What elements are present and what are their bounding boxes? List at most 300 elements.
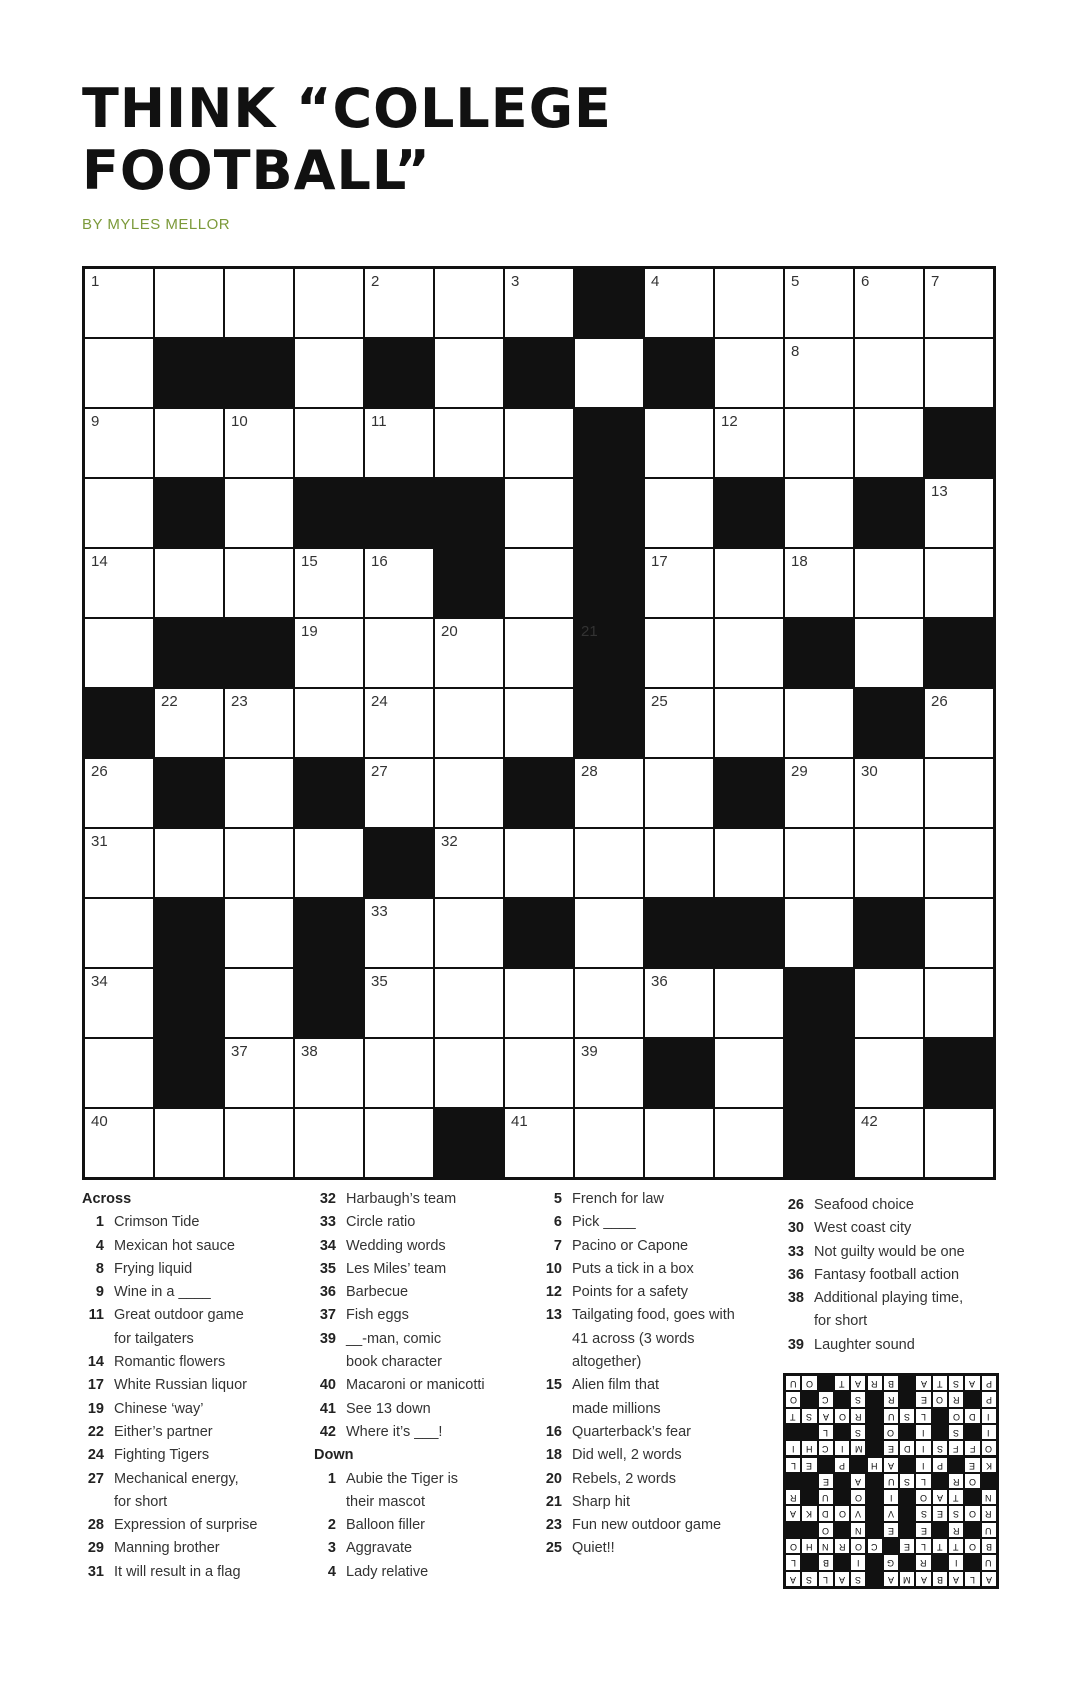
grid-cell[interactable] — [224, 968, 294, 1038]
grid-cell[interactable] — [224, 828, 294, 898]
solution-letter: R — [948, 1522, 964, 1538]
solution-letter: S — [899, 1473, 915, 1489]
solution-block — [964, 1522, 980, 1538]
solution-letter: E — [818, 1473, 834, 1489]
clue-item-number: 1 — [95, 1214, 104, 1231]
solution-letter: T — [834, 1375, 850, 1391]
clue-item — [82, 1281, 312, 1304]
solution-letter: O — [932, 1391, 948, 1407]
clue-number: 42 — [861, 1113, 878, 1130]
grid-cell[interactable] — [154, 1108, 224, 1178]
clue-item — [540, 1374, 780, 1397]
clue-item — [782, 1264, 1002, 1287]
grid-cell[interactable] — [224, 688, 294, 758]
grid-cell[interactable] — [294, 548, 364, 618]
grid-cell[interactable] — [854, 968, 924, 1038]
clue-number: 36 — [651, 973, 668, 990]
solution-letter: I — [915, 1457, 931, 1473]
grid-cell[interactable] — [294, 1038, 364, 1108]
clue-item-text: for short — [814, 1313, 868, 1330]
solution-letter: O — [785, 1391, 801, 1407]
clue-item-number: 18 — [545, 1447, 562, 1464]
clue-item-number: 25 — [545, 1540, 562, 1557]
block-cell — [154, 968, 224, 1038]
clue-item-number: 23 — [545, 1517, 562, 1534]
solution-letter: U — [883, 1408, 899, 1424]
solution-block — [899, 1457, 915, 1473]
clue-number: 26 — [91, 763, 108, 780]
solution-letter: S — [899, 1408, 915, 1424]
clue-item-number: 3 — [327, 1540, 336, 1557]
clue-item — [540, 1491, 780, 1514]
grid-cell[interactable] — [84, 548, 154, 618]
clue-item-number: 4 — [327, 1563, 336, 1580]
grid-cell[interactable] — [924, 828, 994, 898]
clue-item-text: Rebels, 2 words — [572, 1470, 676, 1487]
grid-cell[interactable] — [154, 408, 224, 478]
solution-block — [932, 1473, 948, 1489]
block-cell — [434, 548, 504, 618]
solution-letter: O — [801, 1375, 817, 1391]
grid-cell[interactable] — [784, 408, 854, 478]
block-cell — [644, 898, 714, 968]
solution-letter: A — [850, 1375, 866, 1391]
clue-item-text: White Russian liquor — [114, 1377, 247, 1394]
grid-cell[interactable] — [924, 968, 994, 1038]
solution-letter: O — [818, 1522, 834, 1538]
grid-cell[interactable] — [84, 758, 154, 828]
grid-cell[interactable] — [924, 268, 994, 338]
grid-cell[interactable] — [714, 1038, 784, 1108]
grid-cell[interactable] — [364, 758, 434, 828]
solution-block — [867, 1424, 883, 1440]
grid-cell[interactable] — [294, 618, 364, 688]
solution-block — [932, 1408, 948, 1424]
grid-cell[interactable] — [434, 828, 504, 898]
clue-column-4 — [782, 1194, 1002, 1357]
grid-cell[interactable] — [434, 408, 504, 478]
grid-cell[interactable] — [84, 338, 154, 408]
solution-letter: R — [948, 1473, 964, 1489]
clue-item-text: altogether) — [572, 1354, 642, 1371]
clue-item-text: Pick ____ — [572, 1214, 636, 1231]
solution-letter: L — [915, 1408, 931, 1424]
grid-cell[interactable] — [644, 968, 714, 1038]
solution-block — [899, 1554, 915, 1570]
clue-item — [314, 1374, 544, 1397]
grid-cell[interactable] — [224, 548, 294, 618]
grid-cell[interactable] — [364, 1108, 434, 1178]
block-cell — [154, 1038, 224, 1108]
clue-item-text: for tailgaters — [114, 1330, 194, 1347]
clue-number: 33 — [371, 903, 388, 920]
clue-number: 30 — [861, 763, 878, 780]
grid-cell[interactable] — [294, 338, 364, 408]
clue-number: 37 — [231, 1043, 248, 1060]
solution-letter: F — [948, 1440, 964, 1456]
grid-cell[interactable] — [784, 828, 854, 898]
grid-cell[interactable] — [364, 618, 434, 688]
grid-cell[interactable] — [854, 828, 924, 898]
grid-cell[interactable] — [504, 1108, 574, 1178]
clue-item-number: 22 — [87, 1423, 104, 1440]
solution-letter: P — [932, 1457, 948, 1473]
grid-cell[interactable] — [364, 898, 434, 968]
block-cell — [854, 478, 924, 548]
grid-cell[interactable] — [224, 1038, 294, 1108]
clue-item-text: Fantasy football action — [814, 1266, 960, 1283]
grid-cell[interactable] — [224, 268, 294, 338]
solution-letter: D — [899, 1440, 915, 1456]
grid-cell[interactable] — [434, 968, 504, 1038]
grid-cell[interactable] — [84, 1038, 154, 1108]
solution-letter: B — [981, 1538, 997, 1554]
solution-block — [964, 1391, 980, 1407]
grid-cell[interactable] — [84, 1108, 154, 1178]
grid-cell[interactable] — [154, 688, 224, 758]
clue-item-text: Circle ratio — [346, 1214, 416, 1231]
clue-item-number: 39 — [787, 1336, 804, 1353]
grid-cell[interactable] — [714, 688, 784, 758]
grid-cell[interactable] — [434, 758, 504, 828]
solution-letter: N — [850, 1522, 866, 1538]
grid-cell[interactable] — [364, 688, 434, 758]
solution-letter: N — [818, 1538, 834, 1554]
solution-letter: S — [801, 1408, 817, 1424]
solution-block — [899, 1375, 915, 1391]
clue-item-text: Mexican hot sauce — [114, 1237, 235, 1254]
grid-cell[interactable] — [574, 1108, 644, 1178]
solution-letter: O — [883, 1424, 899, 1440]
grid-cell[interactable] — [294, 828, 364, 898]
solution-letter: E — [915, 1391, 931, 1407]
grid-cell[interactable] — [854, 408, 924, 478]
grid-cell[interactable] — [364, 1038, 434, 1108]
solution-block — [801, 1424, 817, 1440]
clue-item-text: Les Miles’ team — [346, 1260, 447, 1277]
clue-item — [82, 1444, 312, 1467]
clue-item-text: Puts a tick in a box — [572, 1260, 694, 1277]
clue-item-text: Quiet!! — [572, 1540, 615, 1557]
grid-cell[interactable] — [504, 408, 574, 478]
grid-cell[interactable] — [644, 548, 714, 618]
grid-cell[interactable] — [574, 898, 644, 968]
clue-item-text: made millions — [572, 1400, 661, 1417]
solution-letter: S — [948, 1505, 964, 1521]
grid-cell[interactable] — [434, 1038, 504, 1108]
grid-cell[interactable] — [224, 478, 294, 548]
grid-cell[interactable] — [854, 618, 924, 688]
solution-letter: S — [850, 1571, 866, 1587]
solution-letter: I — [850, 1554, 866, 1570]
grid-cell[interactable] — [364, 548, 434, 618]
solution-letter: R — [883, 1391, 899, 1407]
grid-cell[interactable] — [434, 688, 504, 758]
solution-letter: U — [981, 1554, 997, 1570]
grid-cell[interactable] — [434, 898, 504, 968]
crossword-grid — [82, 266, 996, 1180]
clue-item — [82, 1537, 312, 1560]
solution-letter: S — [932, 1440, 948, 1456]
clue-item-number: 6 — [553, 1214, 562, 1231]
grid-cell[interactable] — [784, 268, 854, 338]
solution-letter: L — [818, 1424, 834, 1440]
clue-number: 27 — [371, 763, 388, 780]
block-cell — [714, 898, 784, 968]
clue-item — [782, 1241, 1002, 1264]
solution-letter: E — [801, 1457, 817, 1473]
solution-block — [867, 1554, 883, 1570]
clue-item — [540, 1398, 780, 1421]
clue-item — [314, 1561, 544, 1584]
grid-cell[interactable] — [854, 548, 924, 618]
solution-block — [899, 1489, 915, 1505]
clue-item — [782, 1310, 1002, 1333]
clue-number: 26 — [931, 693, 948, 710]
grid-cell[interactable] — [644, 1108, 714, 1178]
solution-block — [801, 1473, 817, 1489]
grid-cell[interactable] — [434, 338, 504, 408]
grid-cell[interactable] — [294, 1108, 364, 1178]
solution-block — [785, 1522, 801, 1538]
grid-cell[interactable] — [574, 1038, 644, 1108]
solution-block — [834, 1473, 850, 1489]
grid-cell[interactable] — [644, 828, 714, 898]
grid-cell[interactable] — [434, 618, 504, 688]
clue-section-header: Down — [314, 1447, 354, 1464]
grid-cell[interactable] — [504, 968, 574, 1038]
grid-cell[interactable] — [504, 268, 574, 338]
solution-block — [818, 1457, 834, 1473]
clue-item-number: 33 — [787, 1243, 804, 1260]
clue-item — [782, 1287, 1002, 1310]
clue-item — [314, 1351, 544, 1374]
grid-cell[interactable] — [434, 268, 504, 338]
solution-block — [932, 1424, 948, 1440]
grid-cell[interactable] — [784, 548, 854, 618]
grid-cell[interactable] — [924, 548, 994, 618]
solution-block — [801, 1391, 817, 1407]
solution-letter: H — [801, 1440, 817, 1456]
solution-letter: O — [834, 1505, 850, 1521]
grid-cell[interactable] — [504, 828, 574, 898]
clue-number: 3 — [511, 273, 520, 290]
grid-cell[interactable] — [784, 758, 854, 828]
block-cell — [924, 1038, 994, 1108]
block-cell — [154, 898, 224, 968]
solution-letter: A — [834, 1571, 850, 1587]
grid-cell[interactable] — [924, 688, 994, 758]
block-cell — [924, 618, 994, 688]
grid-cell[interactable] — [364, 408, 434, 478]
clue-number: 14 — [91, 553, 108, 570]
grid-cell[interactable] — [84, 408, 154, 478]
grid-cell[interactable] — [224, 408, 294, 478]
grid-cell[interactable] — [714, 828, 784, 898]
solution-letter: P — [981, 1391, 997, 1407]
solution-block — [883, 1538, 899, 1554]
solution-letter: O — [964, 1538, 980, 1554]
solution-letter: A — [915, 1375, 931, 1391]
grid-cell[interactable] — [504, 618, 574, 688]
grid-cell[interactable] — [644, 478, 714, 548]
solution-letter: S — [850, 1391, 866, 1407]
grid-cell[interactable] — [574, 758, 644, 828]
grid-cell[interactable] — [154, 268, 224, 338]
solution-letter: A — [915, 1571, 931, 1587]
grid-cell[interactable] — [574, 968, 644, 1038]
grid-cell[interactable] — [154, 828, 224, 898]
clue-item-text: French for law — [572, 1191, 664, 1207]
grid-cell[interactable] — [714, 268, 784, 338]
clue-item-text: Sharp hit — [572, 1493, 631, 1510]
grid-cell[interactable] — [364, 968, 434, 1038]
clue-item-number: 20 — [545, 1470, 562, 1487]
solution-block — [850, 1457, 866, 1473]
block-cell — [574, 548, 644, 618]
grid-cell[interactable] — [714, 548, 784, 618]
clue-item — [82, 1351, 312, 1374]
grid-cell[interactable] — [854, 1038, 924, 1108]
clue-column-1 — [82, 1188, 312, 1584]
puzzle-title: THINK “COLLEGE FOOTBALL” — [82, 77, 612, 202]
clue-number: 5 — [791, 273, 800, 290]
clue-item — [314, 1491, 544, 1514]
grid-cell[interactable] — [294, 268, 364, 338]
block-cell — [294, 898, 364, 968]
solution-letter: O — [850, 1538, 866, 1554]
grid-cell[interactable] — [784, 478, 854, 548]
grid-cell[interactable] — [854, 758, 924, 828]
block-cell — [644, 338, 714, 408]
solution-block — [948, 1457, 964, 1473]
solution-block — [867, 1505, 883, 1521]
grid-cell[interactable] — [84, 828, 154, 898]
clue-item — [540, 1421, 780, 1444]
solution-letter: A — [883, 1457, 899, 1473]
solution-letter: T — [932, 1538, 948, 1554]
solution-letter: D — [964, 1408, 980, 1424]
clue-item — [82, 1304, 312, 1327]
grid-cell[interactable] — [714, 338, 784, 408]
grid-cell[interactable] — [224, 1108, 294, 1178]
grid-cell[interactable] — [644, 688, 714, 758]
clue-item-text: Alien film that — [572, 1377, 660, 1394]
clue-number: 17 — [651, 553, 668, 570]
grid-cell[interactable] — [714, 968, 784, 1038]
clue-number: 8 — [791, 343, 800, 360]
grid-cell[interactable] — [574, 338, 644, 408]
clue-item-text: Either’s partner — [114, 1423, 213, 1440]
clue-item-text: Seafood choice — [814, 1197, 914, 1213]
block-cell — [784, 618, 854, 688]
grid-cell[interactable] — [364, 268, 434, 338]
solution-block — [834, 1424, 850, 1440]
grid-cell[interactable] — [644, 268, 714, 338]
block-cell — [364, 478, 434, 548]
solution-letter: O — [834, 1408, 850, 1424]
grid-cell[interactable] — [924, 758, 994, 828]
grid-cell[interactable] — [854, 268, 924, 338]
clue-item-number: 34 — [319, 1237, 336, 1254]
grid-cell[interactable] — [84, 478, 154, 548]
clue-item-text: Where it’s ___! — [346, 1423, 443, 1440]
grid-cell[interactable] — [854, 338, 924, 408]
solution-letter: T — [932, 1375, 948, 1391]
solution-letter: M — [899, 1571, 915, 1587]
clue-item — [540, 1328, 780, 1351]
clue-item-text: Not guilty would be one — [814, 1243, 965, 1260]
grid-cell[interactable] — [784, 688, 854, 758]
clue-number: 39 — [581, 1043, 598, 1060]
clue-item-text: Expression of surprise — [114, 1517, 258, 1534]
clue-item-number: 14 — [87, 1354, 104, 1371]
grid-cell[interactable] — [574, 828, 644, 898]
grid-cell[interactable] — [504, 478, 574, 548]
grid-cell[interactable] — [924, 898, 994, 968]
grid-cell[interactable] — [154, 548, 224, 618]
clue-item-number: 27 — [87, 1470, 104, 1487]
grid-cell[interactable] — [84, 898, 154, 968]
clue-item-text: Great outdoor game — [114, 1307, 244, 1324]
grid-cell[interactable] — [644, 408, 714, 478]
grid-cell[interactable] — [784, 338, 854, 408]
clue-item-number: 40 — [319, 1377, 336, 1394]
grid-cell[interactable] — [224, 898, 294, 968]
solution-letter: R — [850, 1408, 866, 1424]
grid-cell[interactable] — [504, 1038, 574, 1108]
grid-cell[interactable] — [924, 338, 994, 408]
solution-letter: P — [834, 1457, 850, 1473]
solution-letter: O — [948, 1408, 964, 1424]
grid-cell[interactable] — [224, 758, 294, 828]
clue-column-3 — [540, 1188, 780, 1561]
grid-cell[interactable] — [294, 688, 364, 758]
block-cell — [574, 408, 644, 478]
clue-item-number: 42 — [319, 1423, 336, 1440]
clue-item-text: their mascot — [346, 1493, 425, 1510]
grid-cell[interactable] — [924, 478, 994, 548]
clue-item-number: 30 — [787, 1220, 804, 1237]
grid-cell[interactable] — [84, 618, 154, 688]
grid-cell[interactable] — [714, 1108, 784, 1178]
solution-block — [981, 1473, 997, 1489]
solution-letter: D — [818, 1505, 834, 1521]
solution-block — [932, 1522, 948, 1538]
grid-cell[interactable] — [84, 268, 154, 338]
grid-cell[interactable] — [84, 968, 154, 1038]
clue-item — [540, 1235, 780, 1258]
grid-cell[interactable] — [784, 898, 854, 968]
grid-cell[interactable] — [644, 758, 714, 828]
block-cell — [784, 968, 854, 1038]
grid-cell[interactable] — [294, 408, 364, 478]
clue-item-text: Fighting Tigers — [114, 1447, 210, 1464]
clue-item-number: 16 — [545, 1423, 562, 1440]
solution-letter: E — [899, 1538, 915, 1554]
grid-cell[interactable] — [924, 1108, 994, 1178]
grid-cell[interactable] — [854, 1108, 924, 1178]
clue-item-number: 7 — [553, 1237, 562, 1254]
clue-number: 22 — [161, 693, 178, 710]
block-cell — [154, 618, 224, 688]
grid-cell[interactable] — [504, 688, 574, 758]
grid-cell[interactable] — [714, 408, 784, 478]
clue-item-number: 36 — [787, 1266, 804, 1283]
grid-cell[interactable] — [644, 618, 714, 688]
grid-cell[interactable] — [714, 618, 784, 688]
grid-cell[interactable] — [504, 548, 574, 618]
